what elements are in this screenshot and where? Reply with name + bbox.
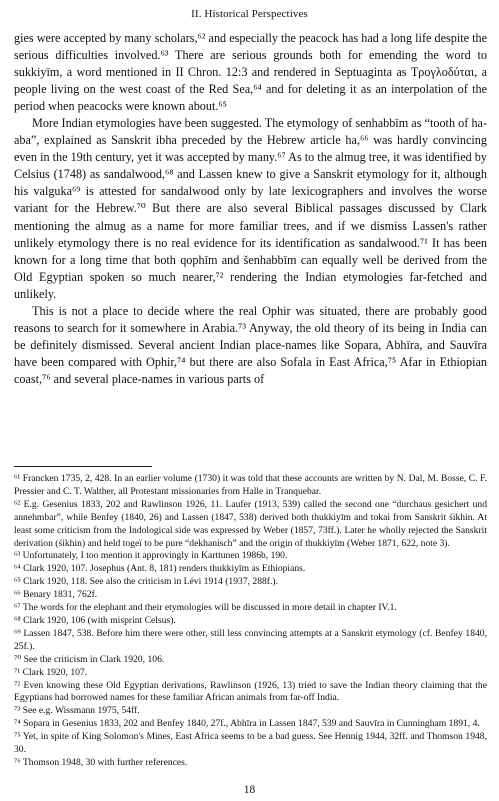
footnote-61: ⁶¹ Francken 1735, 2, 428. In an earlier volume (1730) it was told that these accounts are written by N. Dal, M. Bosse, C. F. Pressier and C. T. Walther, all Protestant missionaries from Halle in Tranquebar.	[14, 473, 487, 497]
footnote-63: ⁶³ Unfortunately, I too mention it approvingly in Karttunen 1986b, 190.	[14, 550, 288, 562]
footnote-74: ⁷⁴ Sopara in Gesenius 1833, 202 and Benfey 1840, 27f., Abhīra in Lassen 1847, 539 and Sauvīra in Cunningham 1891, 4.	[14, 718, 480, 730]
footnote-rule	[14, 466, 152, 467]
footnote-62: ⁶² E.g. Gesenius 1833, 202 and Rawlinson 1926, 11. Laufer (1913, 539) called the second one “durchaus gesichert und annehmbar”, while Benfey (1840, 26) and Lassen (1847, 538) derived both thukkiyīm and tokai from Sanskrit śikhin. At least some criticism from the Indological side was expressed by Weber (1857, 73ff.). Later he wholly rejected the Sanskrit derivation (śikhin) and held togeï to be pure “dekhanisch” and the origin of thukkiyīm (Weber 1871, 622, note 3).	[14, 498, 487, 549]
footnote-75: ⁷⁵ Yet, in spite of King Solomon's Mines, East Africa seems to be a bad guess. See Hennig 1944, 32ff. and Thomson 1948, 30.	[14, 731, 487, 756]
footnote-65: ⁶⁵ Clark 1920, 118. See also the criticism in Lévi 1914 (1937, 288f.).	[14, 576, 278, 588]
footnote-69: ⁶⁹ Lassen 1847, 538. Before him there were other, still less convincing attempts at a Sanskrit etymology (cf. Benfey 1840, 25f.).	[14, 627, 487, 652]
footnote-64: ⁶⁴ Clark 1920, 107. Josephus (Ant. 8, 181) renders thukkiyīm as Ethiopians.	[14, 563, 306, 575]
paragraph-3: This is not a place to decide where the real Ophir was situated, there are probably good reasons to search for it somewhere in Arabia.⁷³ Anyway, the old theory of its being in India can be definitely dismissed. Several ancient Indian place-names like Sopara, Abhīra, and Sauvīra have been compared with Ophir,⁷⁴ but there are also Sofala in East Africa,⁷⁵ Afar in Ethiopian coast,⁷⁶ and several place-names in various parts of	[14, 303, 487, 386]
page-number: 18	[243, 784, 256, 796]
footnote-76: ⁷⁶ Thomson 1948, 30 with further references.	[14, 756, 188, 768]
footnote-68: ⁶⁸ Clark 1920, 106 (with misprint Celsus).	[14, 614, 176, 626]
footnote-66: ⁶⁶ Benary 1831, 762f.	[14, 589, 98, 601]
footnotes	[14, 473, 487, 770]
footnote-73: ⁷³ See e.g. Wissmann 1975, 54ff.	[14, 705, 140, 717]
footnote-71: ⁷¹ Clark 1920, 107.	[14, 666, 88, 678]
paragraph-1: gies were accepted by many scholars,⁶² and especially the peacock has had a long life despite the serious difficulties involved.⁶³ There are serious grounds both for emending the word to sukkiyīm, a word mentioned in II Chron. 12:3 and rendered in Septuaginta as Τρογλοδύται, a people living on the west coast of the Red Sea,⁶⁴ and for deleting it as an interpolation of the period when peacocks were known about.⁶⁵	[14, 31, 487, 114]
running-head: II. Historical Perspectives	[191, 8, 308, 20]
footnote-67: ⁶⁷ The words for the elephant and their etymologies will be discussed in more detail in chapter IV.1.	[14, 602, 397, 614]
footnote-72: ⁷² Even knowing these Old Egyptian derivations, Rawlinson (1926, 13) tried to save the Indian theory claiming that the Egyptians had borrowed names for these familiar African animals from far-off India.	[14, 679, 487, 704]
footnote-70: ⁷⁰ See the criticism in Clark 1920, 106.	[14, 653, 165, 665]
paragraph-2: More Indian etymologies have been suggested. The etymology of senhabbīm as “tooth of ha-aba”, explained as Sanskrit ibha preceded by the Hebrew article ha,⁶⁶ was hardly convincing even in the 19th century, yet it was accepted by many.⁶⁷ As to the almug tree, it was identified by Celsius (1748) as sandalwood,⁶⁸ and Lassen knew to give a Sanskrit etymology for it, although his valguka⁶⁹ is attested for sandalwood only by late lexicographers and involves the worse variant for the Hebrew.⁷⁰ But there are also several Biblical passages discussed by Clark mentioning the almug as a name for more familiar trees, and if we dismiss Lassen's rather unlikely etymology there is no real evidence for its identification as sandalwood.⁷¹ It has been known for a long time that both qophīm and šenhabbīm can equally well be derived from the Old Egyptian spoken so much nearer,⁷² rendering the Indian etymologies far-fetched and unlikely.	[14, 116, 487, 301]
main-text	[14, 30, 487, 388]
